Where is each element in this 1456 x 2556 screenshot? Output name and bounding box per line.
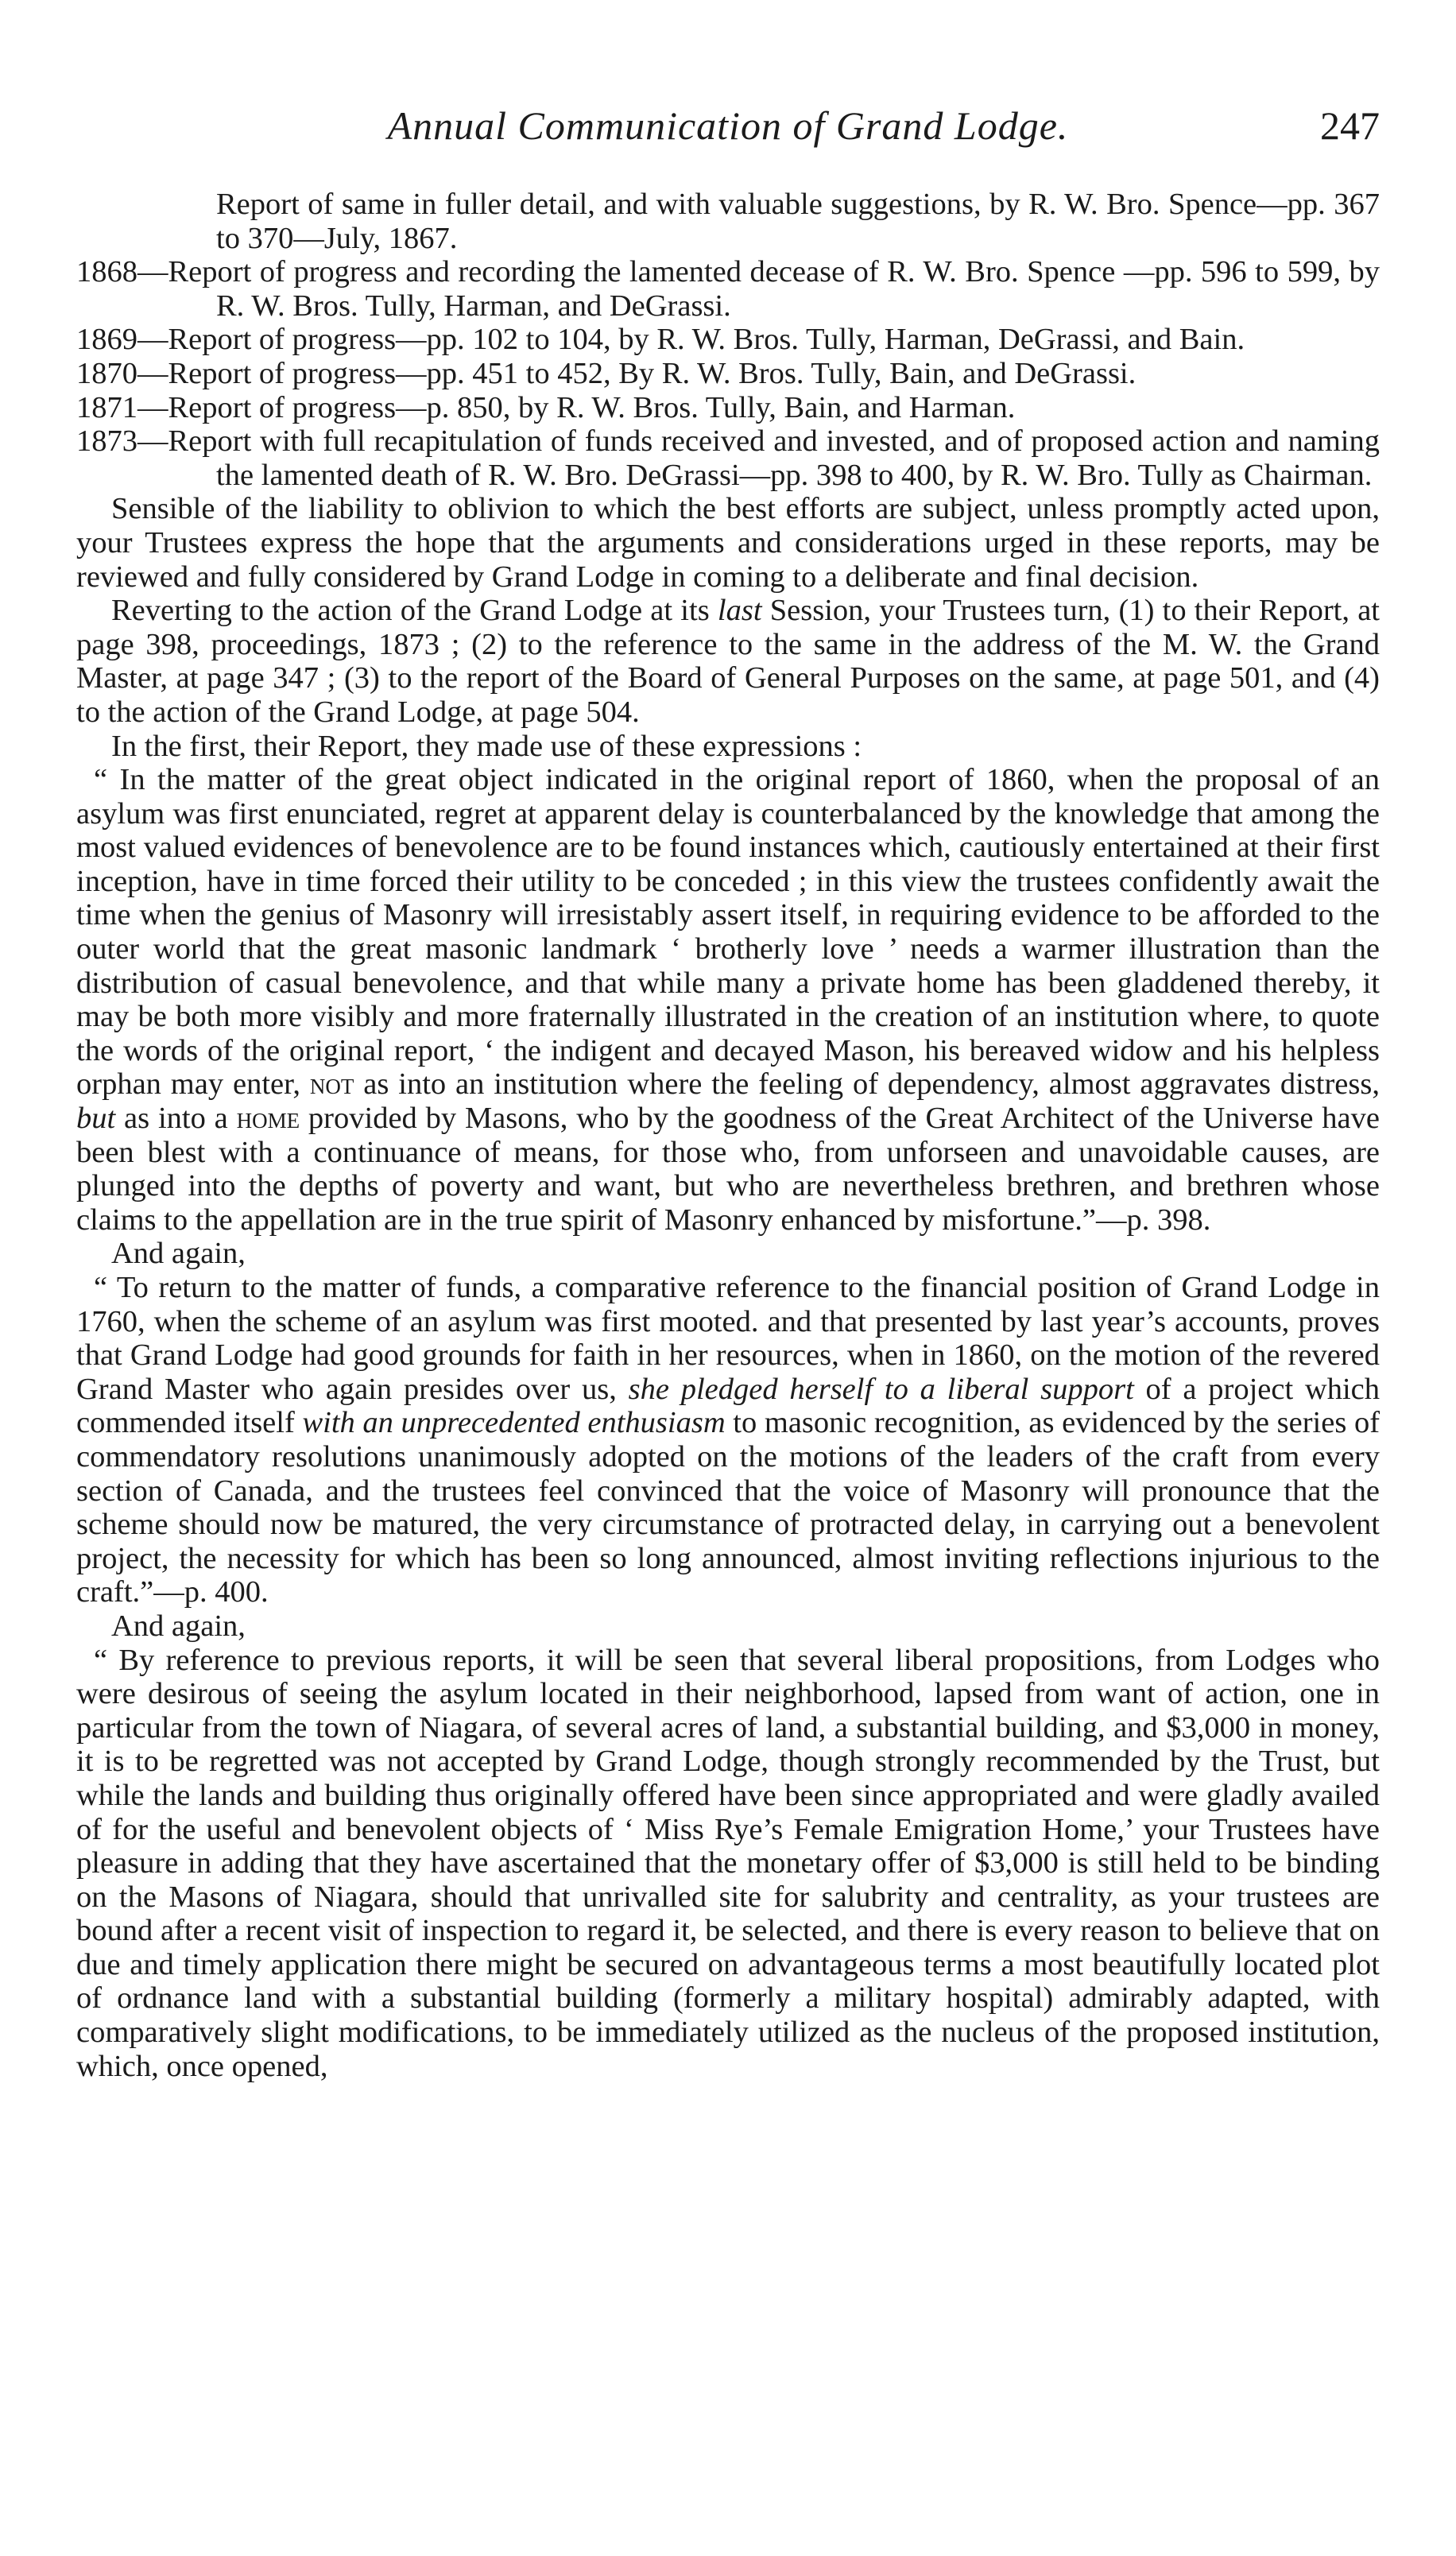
text-run: to masonic recognition, as evidenced by the series of commendatory resolutions unanimously adopted on the motions of the leaders of the craft from every section of Canada, and the trustees feel convinced that the voice of Masonry will pronounce that the scheme should now be matured, the very circumstance of protracted delay, in carrying out a benevolent project, the necessity for which has been so long announced, almost inviting reflections injurious to the craft.”—p. 400. <box>76 1406 1380 1609</box>
small-caps-home: home <box>236 1102 300 1136</box>
emphasis-but: but <box>76 1102 116 1136</box>
and-again-1: And again, <box>111 1237 246 1271</box>
text-run: Session, your Trustees turn, (1) to their Report, at page 398, proceedings, 1873 ; (2) to the reference to the same in the address of the M. W. the Grand Master, at page 347 ; (3) to the report of the Board of General Purposes on the same, at page 501, and (4) to the action of the Grand Lodge, at page 504. <box>76 594 1380 729</box>
running-title: Annual Communication of Grand Lodge. <box>387 103 1069 148</box>
text-run: “ In the matter of the great object indicated in the original report of 1860, when the proposal of an asylum was first enunciated, regret at apparent delay is counterbalanced by the knowledge that among the most valued evidences of benevolence are to be found instances which, cautiously entertained at their first inception, have in time forced their utility to be conceded ; in this view the trustees confidently await the time when the genius of Masonry will irresistably assert itself, in requiring evidence to be afforded to the outer world that the great masonic landmark ‘ brotherly love ’ needs a warmer illustration than the distribution of casual benevolence, and that while many a private home has been gladdened thereby, it may be both more visibly and more fraternally illustrated in the creation of an institution where, to quote the words of the original report, ‘ the indigent and decayed Mason, his bereaved widow and his helpless orphan may enter, <box>76 763 1380 1102</box>
report-1867-continuation: Report of same in fuller detail, and with valuable suggestions, by R. W. Bro. Spence—pp. 367 to 370—July, 1867. <box>216 188 1380 255</box>
quote-previous-reports: “ By reference to previous reports, it will be seen that several liberal propositions, from Lodges who were desirous of seeing the asylum located in their neighborhood, lapsed from want of action, one in particular from the town of Niagara, of several acres of land, a substantial building, and $3,000 in money, it is to be regretted was not accepted by Grand Lodge, though strongly recommended by the Trust, but while the lands and building thus originally offered have been since appropriated and were gladly availed of for the useful and benevolent objects of ‘ Miss Rye’s Female Emigration Home,’ your Trustees have pleasure in adding that they have ascertained that the monetary offer of $3,000 is still held to be binding on the Masons of Niagara, should that unrivalled site for salubrity and centrality, as your trustees are bound after a recent visit of inspection to regard it, be selected, and there is every reason to believe that on due and timely application there might be secured on advantageous terms a most beautifully located plot of ordnance land with a substantial building (formerly a military hospital) admirably adapted, with comparatively slight modifications, to be immediately utilized as the nucleus of the proposed institution, which, once opened, <box>76 1643 1380 2083</box>
report-entry-1870: 1870—Report of progress—pp. 451 to 452, By R. W. Bros. Tully, Bain, and DeGrassi. <box>76 356 1137 390</box>
report-entry-1869: 1869—Report of progress—pp. 102 to 104, by R. W. Bros. Tully, Harman, DeGrassi, and Bain. <box>76 323 1245 357</box>
page-header <box>76 102 1380 157</box>
body-text <box>76 188 1380 2083</box>
and-again-2: And again, <box>111 1609 246 1643</box>
paragraph-reverting-to-action <box>76 594 1380 729</box>
text-run: as into an institution where the feeling of dependency, almost aggravates distress, <box>354 1067 1380 1102</box>
text-run: Reverting to the action of the Grand Lodge at its <box>111 594 718 628</box>
text-run: “ To return to the matter of funds, a comparative reference to the financial position of Grand Lodge in 1760, when the scheme of an asylum was first mooted. and that presented by last year’s accounts, proves that Grand Lodge had good grounds for faith in her resources, when in 1860, on the motion of the revered Grand Master who again presides over us, <box>76 1271 1380 1406</box>
report-entry-1871: 1871—Report of progress—p. 850, by R. W. Bros. Tully, Bain, and Harman. <box>76 390 1016 424</box>
page-number: 247 <box>1320 103 1380 148</box>
text-run: as into a <box>115 1102 237 1136</box>
emphasis-pledged: she pledged herself to a liberal support <box>628 1372 1134 1406</box>
book-page <box>76 102 1380 2518</box>
paragraph-sensible-of-liability: Sensible of the liability to oblivion to which the best efforts are subject, unless promptly acted upon, your Trustees express the hope that the arguments and considerations urged in these reports, may be reviewed and fully considered by Grand Lodge in coming to a deliberate and final decision. <box>76 492 1380 594</box>
paragraph-in-the-first: In the first, their Report, they made use of these expressions : <box>111 729 862 763</box>
report-entry-1873: 1873—Report with full recapitulation of funds received and invested, and of proposed action and naming the lamented death of R. W. Bro. DeGrassi—pp. 398 to 400, by R. W. Bro. Tully as Chairman. <box>76 424 1380 492</box>
emphasis-last: last <box>717 594 762 628</box>
text-run: provided by Masons, who by the goodness of the Great Architect of the Universe have been blest with a continuance of means, for those who, from unforseen and unavoidable causes, are plunged into the depths of poverty and want, but who are nevertheless brethren, and brethren whose claims to the appellation are in the true spirit of Masonry enhanced by misfortune.”—p. 398. <box>76 1102 1380 1237</box>
quote-report-1873-p398 <box>76 763 1380 1237</box>
report-entry-1868: 1868—Report of progress and recording the lamented decease of R. W. Bro. Spence —pp. 596 to 599, by R. W. Bros. Tully, Harman, and DeGrassi. <box>76 255 1380 323</box>
emphasis-enthusiasm: with an unprecedented enthusiasm <box>302 1406 726 1440</box>
text-run: of a project which commended itself <box>76 1372 1380 1440</box>
quote-report-1873-p400 <box>76 1271 1380 1609</box>
small-caps-not: not <box>309 1067 354 1102</box>
